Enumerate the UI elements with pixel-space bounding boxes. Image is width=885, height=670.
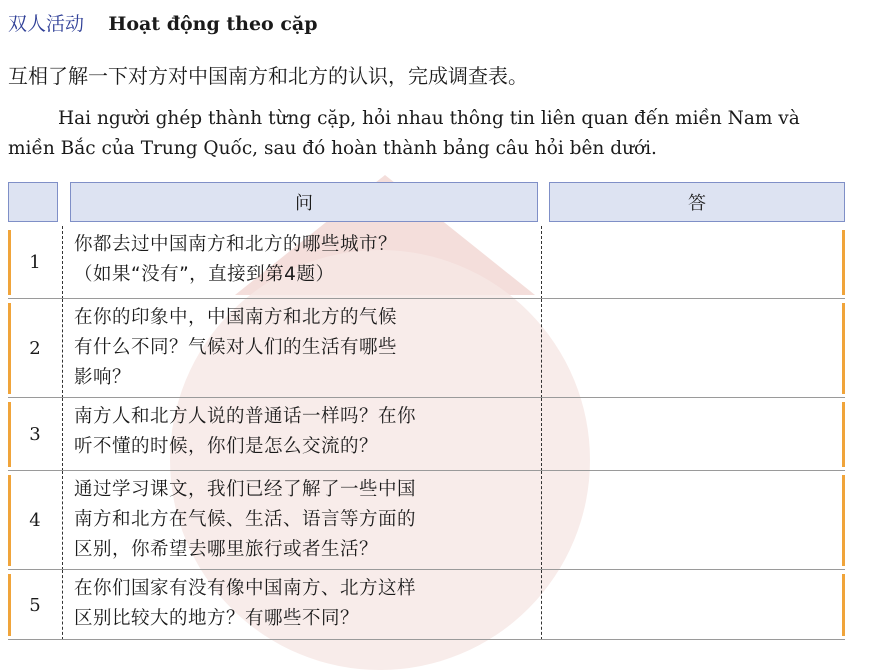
- row-divider: [62, 226, 63, 299]
- row-answer-cell[interactable]: [548, 299, 839, 398]
- table-header-answer: 答: [549, 182, 845, 222]
- row-question: [74, 574, 534, 634]
- header-title-vn: Hoạt động theo cặp: [108, 13, 318, 35]
- row-divider: [541, 226, 542, 299]
- row-divider: [541, 471, 542, 570]
- section-header: [8, 8, 318, 39]
- row-number: 5: [29, 594, 41, 616]
- row-number: 2: [29, 338, 41, 359]
- row-divider: [541, 299, 542, 398]
- question-line: 南方和北方在气候、生活、语言等方面的: [74, 509, 417, 530]
- question-line: 在你的印象中，中国南方和北方的气候: [74, 307, 398, 328]
- instruction-vn: Hai người ghép thành từng cặp, hỏi nhau thông tin liên quan đến miền Nam và miền Bắc của Trung Quốc, sau đó hoàn thành bảng câu hỏi bên dưới.: [8, 108, 800, 159]
- row-number: 4: [29, 510, 41, 531]
- table-row: [8, 398, 845, 471]
- table-row: [8, 570, 845, 640]
- question-line: 区别，你希望去哪里旅行或者生活？: [74, 539, 379, 560]
- row-number: 1: [29, 252, 41, 273]
- row-question: [74, 475, 534, 565]
- instruction-cn: 互相了解一下对方对中国南方和北方的认识，完成调查表。: [8, 64, 528, 88]
- row-answer-cell[interactable]: [548, 471, 839, 570]
- row-divider: [62, 570, 63, 640]
- row-divider: [62, 471, 63, 570]
- table-row: [8, 471, 845, 570]
- row-question: [74, 230, 534, 290]
- table-header-question: 问: [70, 182, 538, 222]
- row-answer-cell[interactable]: [548, 226, 839, 299]
- question-line: 听不懂的时候，你们是怎么交流的？: [74, 436, 379, 457]
- question-line: （如果“没有”，直接到第4题）: [74, 264, 335, 285]
- row-right-bar: [842, 402, 845, 467]
- header-title-cn: 双人活动: [8, 13, 85, 35]
- row-right-bar: [842, 574, 845, 636]
- question-line: 区别比较大的地方？有哪些不同？: [74, 608, 360, 629]
- table-row: [8, 226, 845, 299]
- row-divider: [62, 398, 63, 471]
- row-divider: [541, 398, 542, 471]
- row-divider: [62, 299, 63, 398]
- question-line: 你都去过中国南方和北方的哪些城市？: [74, 234, 398, 255]
- row-divider: [541, 570, 542, 640]
- row-right-bar: [842, 303, 845, 394]
- question-line: 南方人和北方人说的普通话一样吗？在你: [74, 406, 417, 427]
- question-line: 影响？: [74, 367, 132, 388]
- row-answer-cell[interactable]: [548, 398, 839, 471]
- table-header-number: [8, 182, 58, 222]
- row-question: [74, 303, 534, 393]
- row-question: [74, 402, 534, 462]
- row-right-bar: [842, 475, 845, 566]
- table-row: [8, 299, 845, 398]
- question-line: 在你们国家有没有像中国南方、北方这样: [74, 578, 417, 599]
- row-right-bar: [842, 230, 845, 295]
- question-line: 有什么不同？气候对人们的生活有哪些: [74, 337, 398, 358]
- row-number: 3: [29, 424, 41, 445]
- row-answer-cell[interactable]: [548, 570, 839, 640]
- question-line: 通过学习课文，我们已经了解了一些中国: [74, 479, 417, 500]
